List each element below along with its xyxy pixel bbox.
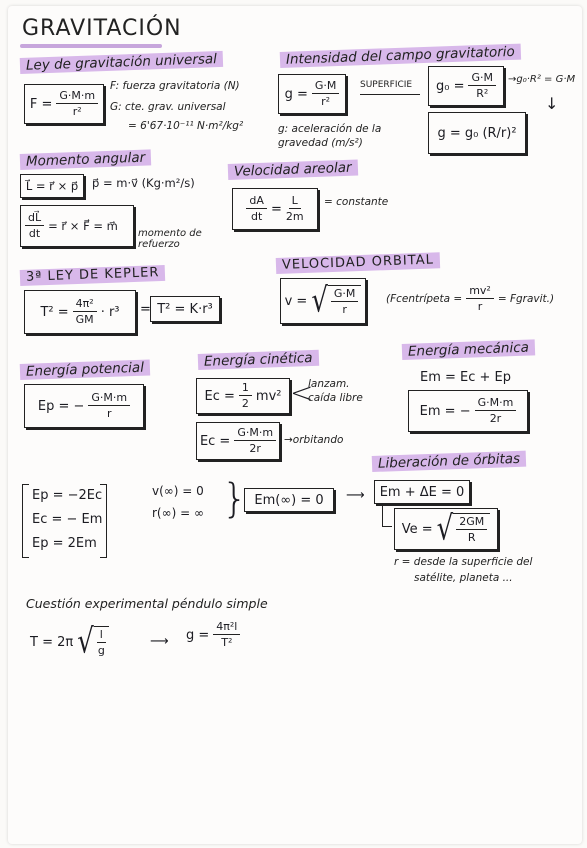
numerator: 1	[239, 381, 252, 396]
title-underline	[20, 44, 162, 48]
numerator: G·M·m	[475, 396, 517, 411]
note-fcentripeta	[386, 284, 554, 314]
arrow-superficie	[360, 94, 420, 95]
formula-text: g = g₀ (R/r)²	[437, 125, 517, 141]
heading-velocidad-orbital: VELOCIDAD ORBITAL	[276, 252, 440, 274]
formula-velocidad-escape	[394, 508, 498, 550]
fraction	[246, 194, 267, 224]
denominator: 2r	[249, 442, 261, 455]
formula-em-suma: Em = Ec + Ep	[420, 370, 512, 385]
heading-intensidad-campo: Intensidad del campo gravitatorio	[280, 44, 521, 68]
sqrt-icon: √	[436, 509, 454, 549]
page-title: GRAVITACIÓN	[22, 16, 182, 41]
denominator: r	[342, 303, 347, 316]
connector-line	[382, 506, 383, 526]
formula-periodo-pendulo	[30, 622, 109, 662]
numerator: G·M	[312, 79, 340, 94]
formula-liberacion	[374, 480, 470, 504]
heading-energia-cinetica: Energía cinética	[198, 350, 319, 370]
denominator: g	[97, 644, 105, 657]
numerator: l	[97, 628, 106, 643]
formula-lhs: Ep = −	[37, 398, 85, 414]
fraction	[286, 194, 304, 224]
formula-momento-L	[20, 174, 84, 198]
heading-liberacion-orbitas: Liberación de órbitas	[372, 451, 527, 472]
numerator: 4π²l	[213, 620, 240, 635]
sqrt	[77, 622, 109, 662]
note-aceleracion: g: aceleración de la gravedad (m/s²)	[278, 123, 382, 149]
numerator: G·M·m	[56, 89, 98, 104]
formula-ley-gravitacion	[24, 84, 104, 124]
heading-energia-mecanica: Energía mecánica	[402, 339, 535, 360]
formula-lhs: Ec =	[204, 388, 235, 404]
formula-energia-potencial	[24, 384, 144, 428]
fraction	[73, 297, 97, 327]
numerator: G·M·m	[88, 391, 130, 406]
fraction	[239, 381, 252, 411]
fraction	[25, 211, 44, 241]
formula-tail: · r³	[100, 304, 120, 320]
formula-momento-p: p⃗ = m·v⃗ (Kg·m²/s)	[92, 176, 195, 190]
numerator: G·M	[331, 287, 359, 302]
denominator: 2m	[285, 210, 304, 223]
formula-intensidad	[278, 74, 346, 114]
fraction	[312, 79, 340, 109]
sqrt	[311, 281, 361, 321]
formula-areolar	[232, 188, 318, 230]
denominator: R	[467, 531, 476, 544]
formula-text: T² = K·r³	[157, 301, 213, 317]
heading-velocidad-areolar: Velocidad areolar	[228, 159, 358, 180]
left-bracket	[22, 484, 29, 558]
numerator: mv²	[466, 284, 494, 299]
fraction	[94, 626, 109, 658]
formula-lhs: T² =	[40, 304, 69, 320]
r-infinito: r(∞) = ∞	[152, 506, 204, 520]
formula-kepler	[24, 290, 136, 334]
formula-lhs: g₀ =	[435, 78, 465, 94]
formula-lhs: Em = −	[419, 403, 471, 419]
note-lanzamiento: lanzam.	[308, 378, 350, 390]
formula-g-pendulo	[186, 620, 240, 650]
note-caida-libre: caída libre	[308, 392, 363, 404]
formula-kepler-k	[150, 296, 220, 322]
relation-ep-ec: Ep = −2Ec	[32, 488, 103, 503]
formula-velocidad-orbital	[280, 278, 366, 324]
denominator: r	[106, 407, 112, 420]
fraction	[213, 620, 240, 650]
formula-g0	[428, 66, 504, 106]
note-superficie: r = desde la superficie del	[394, 556, 533, 568]
formula-em-infinito	[244, 488, 334, 512]
sqrt-icon: √	[77, 622, 94, 662]
heading-momento-angular: Momento angular	[20, 149, 152, 170]
v-infinito: v(∞) = 0	[152, 484, 204, 498]
denominator: dt	[28, 227, 41, 240]
bracket-icon: <	[290, 376, 314, 409]
formula-lhs: F =	[29, 96, 53, 112]
denominator: GM	[75, 313, 94, 326]
formula-text: L⃗ = r⃗ × p⃗	[25, 179, 79, 193]
denominator: T²	[221, 636, 233, 649]
denominator: 2	[241, 397, 249, 410]
denominator: 2r	[489, 412, 502, 425]
formula-ec-orbitando	[196, 422, 280, 460]
fraction	[234, 426, 276, 456]
formula-lhs: v =	[284, 293, 308, 309]
fraction	[328, 285, 362, 317]
numerator: 2GM	[456, 515, 487, 530]
relation-ec-em: Ec = − Em	[32, 512, 103, 527]
formula-lhs: Ec =	[199, 433, 231, 449]
fraction	[56, 89, 98, 119]
arrow-right-icon: ⟶	[346, 488, 365, 503]
arrow-right-icon: ⟶	[150, 634, 169, 649]
note-g0-relation: →g₀·R² = G·M	[508, 74, 576, 85]
formula-dL-dt	[20, 205, 134, 247]
denominator: R²	[476, 87, 489, 100]
formula-lhs: g =	[186, 627, 210, 643]
formula-rhs: = r⃗ × F⃗ = m⃗	[48, 219, 118, 233]
heading-tercera-ley-kepler: 3ª LEY DE KEPLER	[20, 265, 166, 286]
right-bracket	[100, 484, 107, 558]
formula-ec-lanzamiento	[196, 378, 290, 414]
fraction	[453, 513, 490, 545]
heading-energia-potencial: Energía potencial	[20, 359, 150, 380]
denominator: dt	[251, 210, 263, 223]
label-superficie: SUPERFICIE	[360, 80, 413, 90]
fraction	[468, 71, 496, 101]
formula-tail: mv²	[255, 388, 282, 404]
down-arrow-icon: ↓	[545, 94, 559, 113]
equals: =	[270, 201, 282, 217]
note-constante: G: cte. grav. universal	[110, 101, 226, 113]
heading-pendulo-simple: Cuestión experimental péndulo simple	[26, 596, 268, 611]
note-satelite: satélite, planeta ...	[414, 572, 513, 584]
denominator: r	[477, 300, 483, 313]
numerator: L	[289, 194, 301, 209]
note-constante-areolar: = constante	[324, 196, 389, 208]
fraction	[466, 284, 494, 314]
formula-text: Em + ΔE = 0	[379, 484, 465, 500]
fraction	[88, 391, 130, 421]
formula-text: Em(∞) = 0	[254, 492, 324, 508]
note-text: = Fgravit.)	[497, 293, 555, 305]
numerator: dL⃗	[25, 211, 44, 226]
numerator: G·M	[468, 71, 496, 86]
formula-energia-mecanica	[408, 390, 528, 432]
sqrt-icon: √	[311, 281, 328, 321]
note-momento-refuerzo: momento de refuerzo	[138, 228, 202, 250]
numerator: G·M·m	[234, 426, 276, 441]
relation-ep-em: Ep = 2Em	[32, 536, 97, 551]
formula-g-relacion	[428, 112, 526, 154]
heading-ley-gravitacion: Ley de gravitación universal	[20, 51, 223, 74]
formula-lhs: g =	[284, 86, 308, 102]
note-orbitando: →orbitando	[284, 434, 344, 446]
fraction	[475, 396, 517, 426]
denominator: r²	[72, 105, 82, 118]
brace-icon: }	[222, 476, 248, 522]
note-valor-g: = 6'67·10⁻¹¹ N·m²/kg²	[128, 120, 244, 132]
equals-sign: =	[140, 302, 151, 317]
connector-line	[382, 526, 392, 527]
formula-lhs: T = 2π	[30, 634, 74, 650]
denominator: r²	[321, 95, 331, 108]
note-text: (Fcentrípeta =	[386, 293, 463, 305]
formula-lhs: Ve =	[401, 521, 433, 537]
numerator: dA	[246, 194, 267, 209]
sqrt	[436, 509, 491, 549]
note-fuerza: F: fuerza gravitatoria (N)	[110, 80, 240, 92]
numerator: 4π²	[73, 297, 97, 312]
